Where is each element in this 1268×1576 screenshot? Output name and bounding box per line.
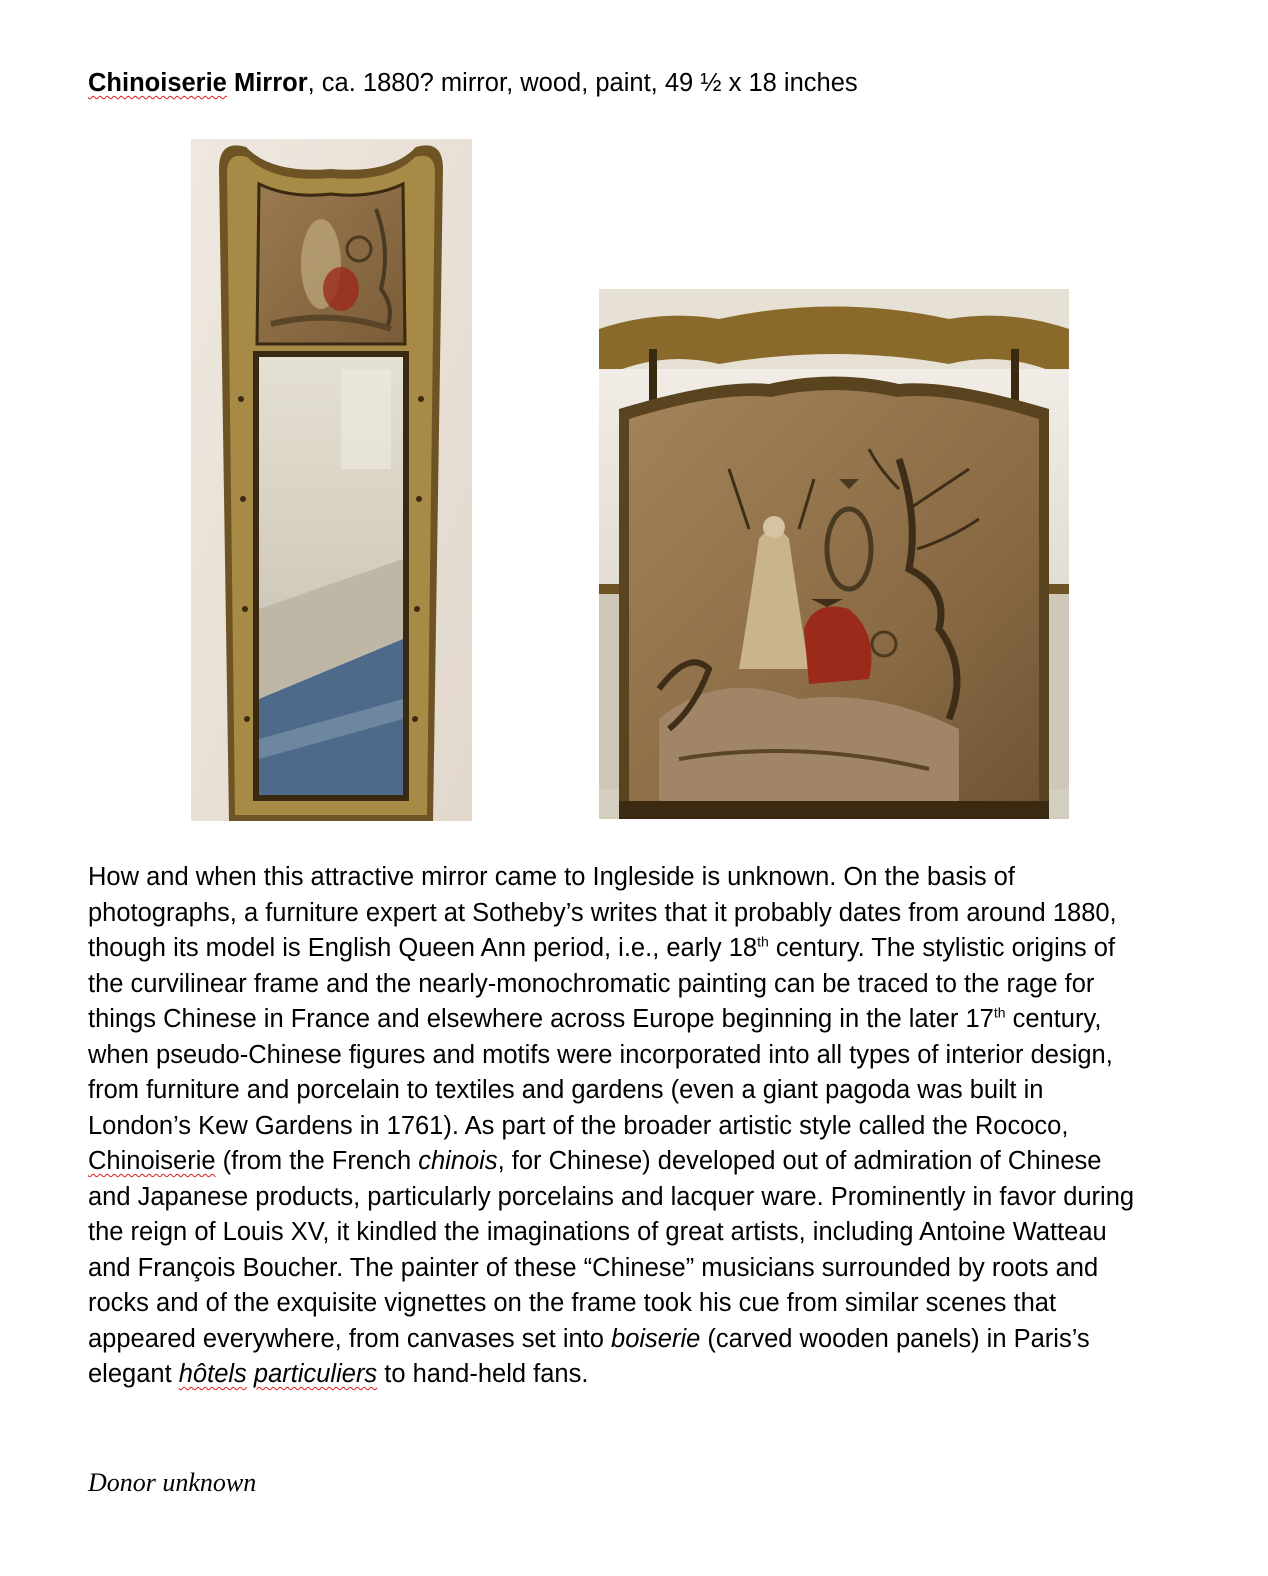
- term-particuliers: particuliers: [253, 1360, 378, 1388]
- title-name: [88, 69, 308, 97]
- mirror-full-photo: [191, 139, 472, 821]
- body-part-1: How and when this attractive mirror came to Ingleside is unknown. On the basis of photographs, a furniture expert at Sotheby’s writes that it probably dates from around 1880, though its model is English Queen Ann period, i.e., early 18: [88, 863, 1117, 962]
- donor-credit: Donor unknown: [88, 1468, 257, 1497]
- term-gap: [247, 1360, 254, 1388]
- superscript-th-2: th: [993, 1004, 1006, 1021]
- term-boiserie: boiserie: [611, 1324, 701, 1353]
- term-chinois: chinois: [418, 1147, 498, 1175]
- mirror-detail-photo: [599, 289, 1069, 819]
- term-hotels: hôtels: [178, 1360, 247, 1388]
- title-name-word: Chinoiserie: [88, 69, 227, 97]
- document-title: [88, 66, 1208, 100]
- superscript-th-1: th: [757, 933, 769, 950]
- title-name-rest: Mirror: [226, 69, 308, 97]
- body-part-3: century, when pseudo-Chinese figures and motifs were incorporated into all types of interior design, from furniture and porcelain to textiles and gardens (even a giant pagoda was built in London’s Kew Gardens in 1761). As part of the broader artistic style called the Rococo,: [88, 1005, 1113, 1140]
- body-part-2: century. The stylistic origins of the curvilinear frame and the nearly-monochromatic painting can be traced to the rage for things Chinese in France and elsewhere across Europe beginning in the later 17: [88, 934, 1116, 1033]
- body-part-6: (carved wooden panels) in Paris’s elegant: [88, 1324, 1090, 1388]
- body-part-5: , for Chinese) developed out of admiration of Chinese and Japanese products, particularly porcelains and lacquer ware. Prominently in favor during the reign of Louis XV, it kindled the imaginations of great artists, including Antoine Watteau and François Boucher. The painter of these “Chinese” musicians surrounded by roots and rocks and of the exquisite vignettes on the frame took his cue from similar scenes that appeared everywhere, from canvases set into: [88, 1147, 1135, 1353]
- body-part-7: to hand-held fans.: [377, 1360, 589, 1388]
- description-paragraph: [88, 860, 1148, 1393]
- title-details: , ca. 1880? mirror, wood, paint, 49 ½ x 18 inches: [307, 69, 858, 97]
- body-part-4: (from the French: [215, 1147, 419, 1175]
- term-chinoiserie: Chinoiserie: [88, 1147, 216, 1175]
